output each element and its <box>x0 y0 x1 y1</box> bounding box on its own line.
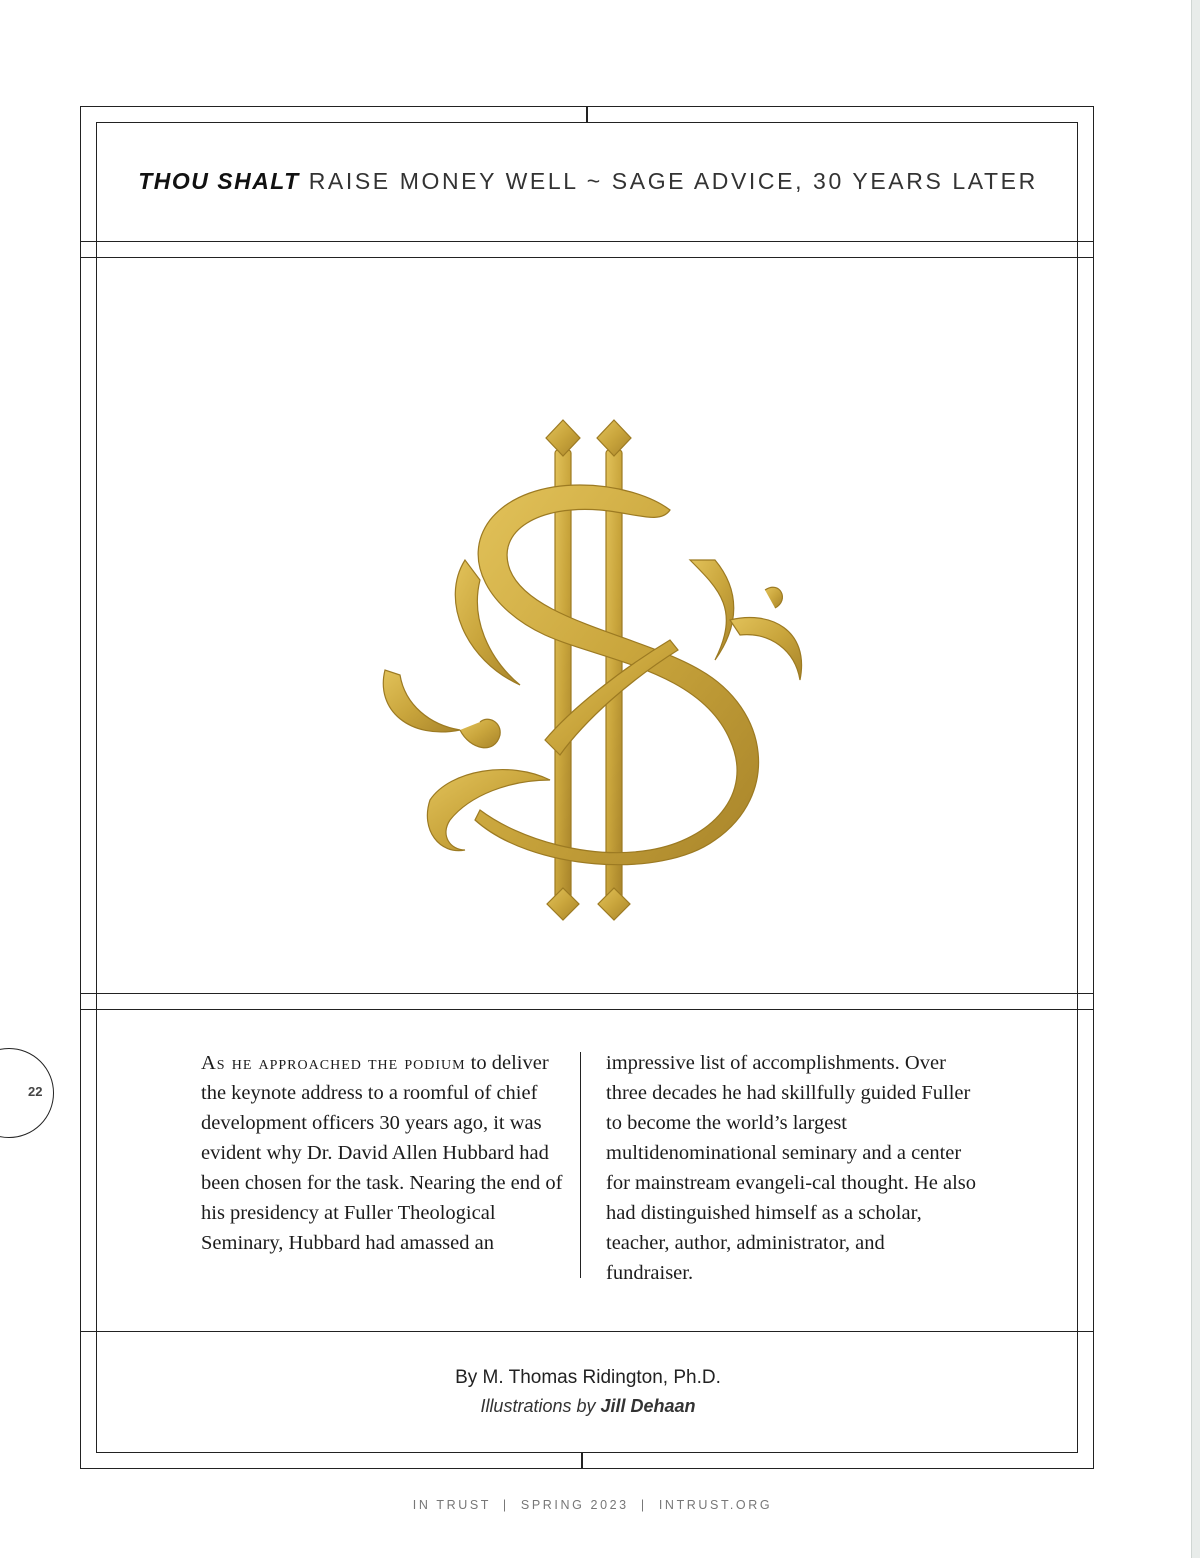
illustration-credit <box>97 1392 1079 1420</box>
center-tick-bottom <box>581 1453 583 1469</box>
author-line: By M. Thomas Ridington, Ph.D. <box>455 1367 721 1388</box>
band-line <box>80 1009 1094 1010</box>
band-line <box>80 241 1094 242</box>
band-line <box>80 993 1094 994</box>
article-column-right <box>606 1048 976 1288</box>
article-column-left <box>201 1048 571 1258</box>
page-number: 22 <box>28 1084 43 1099</box>
article-text-left: to deliver the keynote address to a roomful of chief development officers 30 years ago, it was evident why Dr. David Allen Hubbard had been chosen for the task. Nearing the end of his presidency at Fuller Theological Seminary, Hubbard had amassed an <box>201 1052 563 1254</box>
illustrator-name: Jill Dehaan <box>600 1396 696 1416</box>
band-line <box>80 257 1094 258</box>
page-number-circle <box>0 1048 54 1138</box>
ornate-dollar-sign-icon <box>370 410 820 930</box>
lead-in: As he approached the podium <box>201 1052 466 1074</box>
page-edge-strip <box>1191 0 1200 1558</box>
headline-emphasis: THOU SHALT <box>138 168 300 194</box>
article-headline <box>97 168 1079 195</box>
article-text-right: impressive list of accomplishments. Over three decades he had skillfully guided Fuller to become the world’s largest multidenominational seminary and a center for mainstream evangeli-cal thought. He also had distinguished himself as a scholar, teacher, author, administrator, and fundraiser. <box>606 1052 977 1284</box>
illustration-credit-prefix: Illustrations by <box>480 1396 601 1416</box>
page-footer: IN TRUST | SPRING 2023 | INTRUST.ORG <box>412 1498 773 1512</box>
byline <box>97 1364 1079 1420</box>
band-line <box>80 1331 1094 1332</box>
center-tick-top <box>586 106 588 122</box>
column-divider <box>580 1052 581 1278</box>
article-paragraph-left <box>201 1048 571 1258</box>
headline-text: RAISE MONEY WELL ~ SAGE ADVICE, 30 YEARS LATER <box>299 168 1038 194</box>
